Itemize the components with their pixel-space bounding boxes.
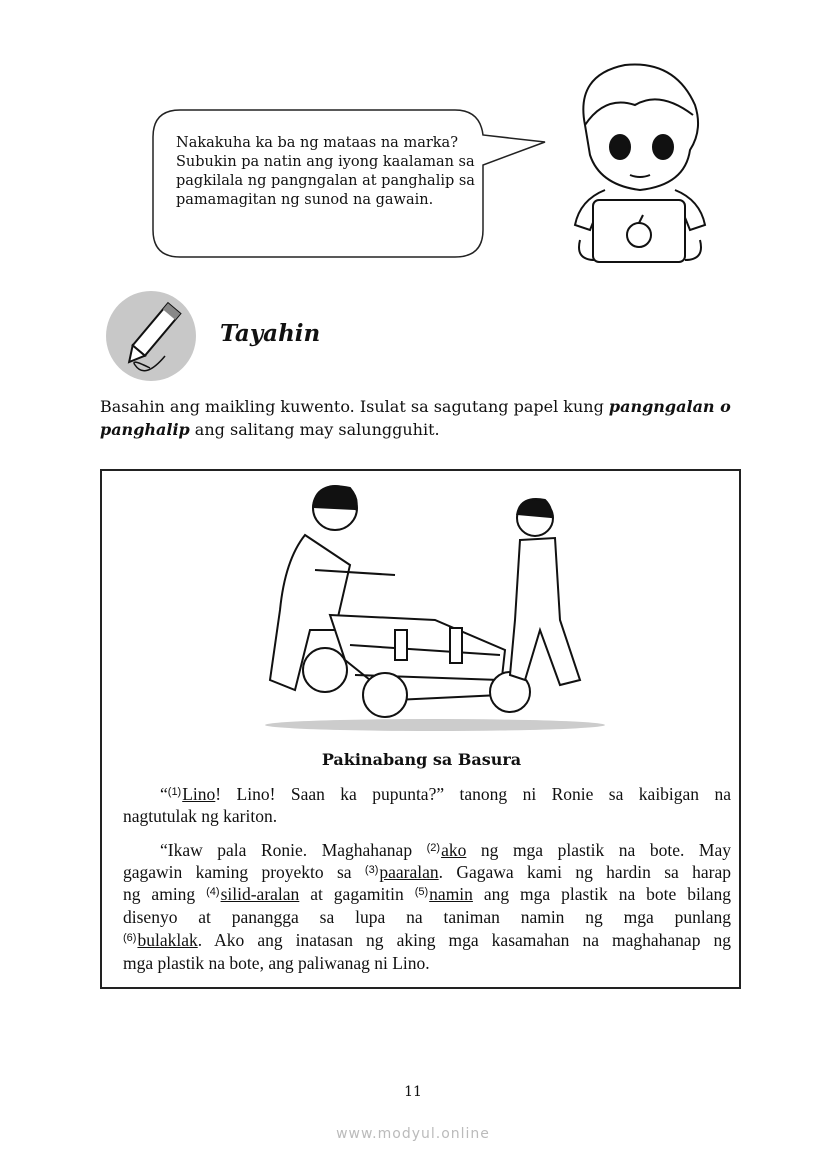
instructions-text: Basahin ang maikling kuwento. Isulat sa sagutang papel kung xyxy=(100,397,609,416)
story-text-segment: at gagamitin xyxy=(299,884,415,904)
underlined-word: namin xyxy=(429,884,473,904)
section-title: Tayahin xyxy=(220,320,321,347)
item-number-marker: (6) xyxy=(123,932,137,944)
pencil-icon xyxy=(105,290,197,382)
item-number-marker: (4) xyxy=(206,886,220,898)
underlined-word: silid-aralan xyxy=(220,884,300,904)
story-text-segment: disenyo at panangga sa lupa na taniman namin ng mga punlang xyxy=(123,907,731,927)
story-text-segment: mga plastik na bote, ang paliwanag ni Lino. xyxy=(123,953,430,973)
story-text-segment: “Ikaw pala Ronie. Maghahanap xyxy=(160,840,427,860)
underlined-word: ako xyxy=(441,840,467,860)
story-text-segment: gagawin kaming proyekto sa xyxy=(123,862,365,882)
story-line xyxy=(123,884,731,904)
children-with-cart-illustration xyxy=(255,480,620,735)
speech-bubble-text: Nakakuha ka ba ng mataas na marka? Subukin pa natin ang iyong kaalaman sa pagkilala ng pangngalan at panghalip sa pamamagitan ng sunod na gawain. xyxy=(176,135,475,208)
story-text-segment: “ xyxy=(160,784,168,804)
story-text-segment: . Gagawa kami ng hardin sa harap xyxy=(438,862,732,882)
story-text-segment: . Ako ang inatasan ng aking mga kasamahan na maghahanap ng xyxy=(197,930,731,950)
page-number: 11 xyxy=(404,1084,422,1100)
story-title: Pakinabang sa Basura xyxy=(321,750,522,769)
story-line xyxy=(123,953,430,973)
story-text-segment: ang mga plastik na bote bilang xyxy=(472,884,731,904)
story-line xyxy=(123,862,731,882)
boy-with-tablet-illustration xyxy=(565,55,710,285)
underlined-word: paaralan xyxy=(379,862,439,882)
story-text-segment: nagtutulak ng kariton. xyxy=(123,806,278,826)
instructions-text-end: ang salitang may salungguhit. xyxy=(189,420,440,439)
watermark: www.modyul.online xyxy=(336,1126,490,1142)
story-line xyxy=(160,784,731,804)
item-number-marker: (5) xyxy=(414,886,429,898)
story-line xyxy=(123,930,731,950)
story-text-segment: ! Lino! Saan ka pupunta?” tanong ni Ronie sa kaibigan na xyxy=(215,784,731,804)
item-number-marker: (1) xyxy=(167,786,182,798)
underlined-word: bulaklak xyxy=(137,930,198,950)
story-text-segment: ng aming xyxy=(123,884,207,904)
item-number-marker: (3) xyxy=(364,864,379,876)
item-number-marker: (2) xyxy=(426,842,441,854)
story-line xyxy=(123,806,277,826)
underlined-word: Lino xyxy=(182,784,216,804)
story-text-segment: ng mga plastik na bote. May xyxy=(466,840,731,860)
story-line xyxy=(123,907,731,927)
story-line xyxy=(160,840,731,860)
instructions-emphasis: pangngalan o panghalip xyxy=(100,397,731,439)
instructions xyxy=(100,395,740,441)
